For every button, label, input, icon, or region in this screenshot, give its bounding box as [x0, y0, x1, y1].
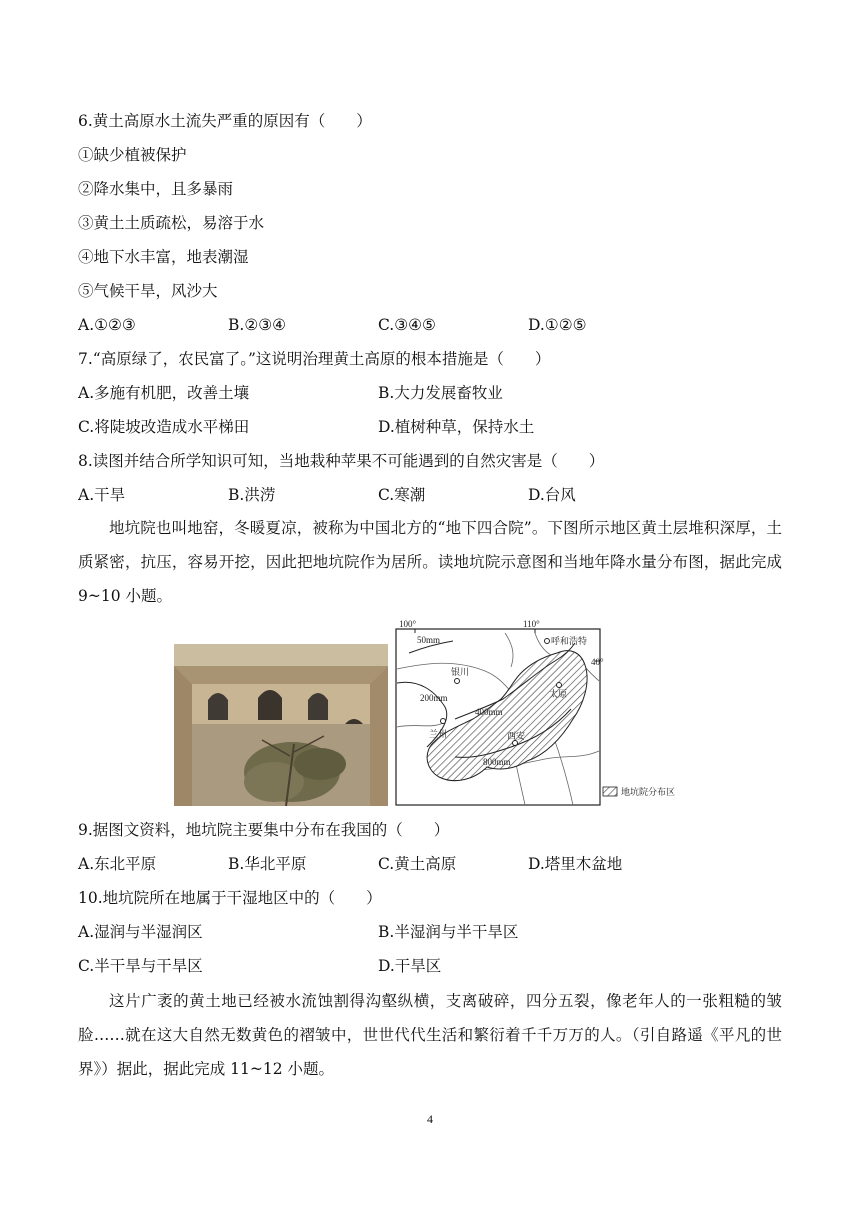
precipitation-map: [395, 619, 695, 807]
question-6-stem: 6.黄土高原水土流失严重的原因有（ ）: [78, 112, 372, 130]
isohyet-200-label: 200mm: [420, 693, 448, 703]
legend-hatch-swatch: [603, 787, 617, 796]
question-9-stem: 9.据图文资料，地坑院主要集中分布在我国的（ ）: [78, 821, 450, 839]
question-10-stem: 10.地坑院所在地属于干湿地区中的（ ）: [78, 889, 382, 907]
lat-40-label: 40°: [591, 657, 604, 667]
q7-option-d: D.植树种草，保持水土: [378, 418, 535, 436]
q9-option-c: C.黄土高原: [378, 855, 457, 873]
reading-passage-ordinary-world: 这片广袤的黄土地已经被水流蚀割得沟壑纵横，支离破碎，四分五裂，像老年人的一张粗糙的皱脸……就在这大自然无数黄色的褶皱中，世世代代生活和繁衍着千千万万的人。（引自路遥《平凡的世界》）据此，据此完成 11~12 小题。: [78, 992, 782, 1078]
q6-item-4: ④地下水丰富，地表潮湿: [78, 248, 249, 266]
isohyet-50-label: 50mm: [417, 635, 441, 645]
q6-option-a: A.①②③: [78, 316, 136, 334]
dikengyuan-photo: [174, 644, 388, 806]
q8-option-a: A.干旱: [78, 486, 126, 504]
isohyet-400-label: 400mm: [475, 707, 503, 717]
city-lanzhou-label: 兰州: [429, 729, 448, 739]
city-hohhot-label: 呼和浩特: [551, 636, 588, 646]
lon-110-label: 110°: [523, 619, 540, 629]
isohyet-800-label: 800mm: [483, 757, 511, 767]
question-7-stem: 7.“高原绿了，农民富了。”这说明治理黄土高原的根本措施是（ ）: [78, 350, 551, 368]
city-taiyuan-label: 太原: [549, 689, 568, 699]
q10-option-c: C.半干旱与干旱区: [78, 957, 203, 975]
q6-option-c: C.③④⑤: [378, 316, 436, 334]
city-yinchuan-label: 银川: [451, 667, 470, 677]
city-xian-label: 西安: [507, 731, 526, 741]
q10-option-b: B.半湿润与半干旱区: [378, 923, 519, 941]
reading-passage-dikengyuan: 地坑院也叫地窑，冬暖夏凉，被称为中国北方的“地下四合院”。下图所示地区黄土层堆积深厚，土质紧密，抗压，容易开挖，因此把地坑院作为居所。读地坑院示意图和当地年降水量分布图，据此完成 9~10 小题。: [78, 519, 782, 605]
question-8-stem: 8.读图并结合所学知识可知，当地栽种苹果不可能遇到的自然灾害是（ ）: [78, 452, 605, 470]
q6-item-3: ③黄土土质疏松，易溶于水: [78, 214, 265, 232]
q7-option-a: A.多施有机肥，改善土壤: [78, 384, 250, 402]
q7-option-c: C.将陡坡改造成水平梯田: [78, 418, 250, 436]
q6-item-1: ①缺少植被保护: [78, 146, 187, 164]
q8-option-b: B.洪涝: [228, 486, 276, 504]
q9-option-d: D.塔里木盆地: [528, 855, 623, 873]
lon-100-label: 100°: [399, 619, 417, 629]
q6-item-5: ⑤气候干旱，风沙大: [78, 282, 218, 300]
q10-option-d: D.干旱区: [378, 957, 442, 975]
legend-label: 地坑院分布区: [621, 787, 676, 797]
page-number: 4: [427, 1112, 433, 1126]
q8-option-c: C.寒潮: [378, 486, 426, 504]
q6-item-2: ②降水集中，且多暴雨: [78, 180, 234, 198]
q8-option-d: D.台风: [528, 486, 576, 504]
q7-option-b: B.大力发展畜牧业: [378, 384, 503, 402]
q6-option-d: D.①②⑤: [528, 316, 587, 334]
q9-option-a: A.东北平原: [78, 855, 157, 873]
q10-option-a: A.湿润与半湿润区: [78, 923, 203, 941]
q9-option-b: B.华北平原: [228, 855, 307, 873]
q6-option-b: B.②③④: [228, 316, 287, 334]
